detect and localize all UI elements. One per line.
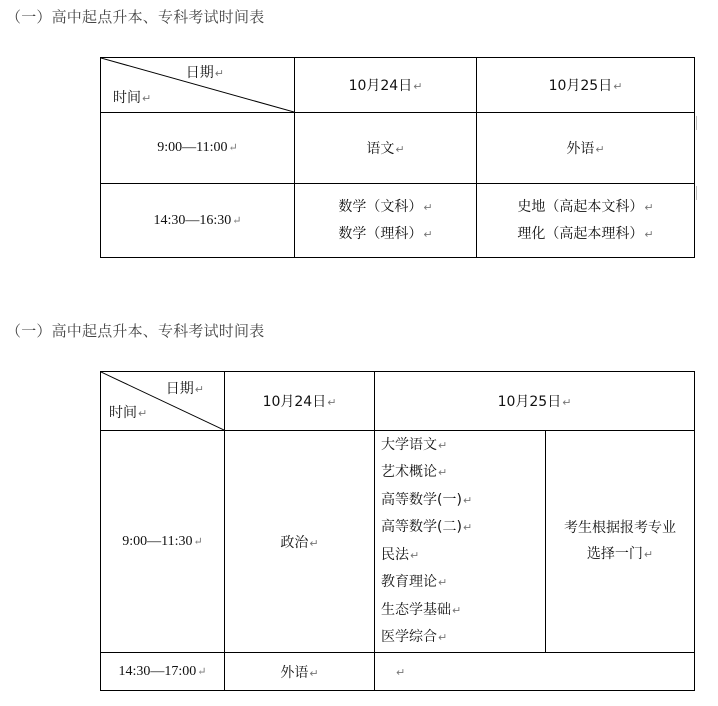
subject-cell: 外语↵ bbox=[225, 653, 375, 691]
subject-cell: 外语↵ bbox=[477, 113, 695, 184]
list-item: 大学语文↵ bbox=[381, 436, 448, 453]
date-header-1: 10月24日↵ bbox=[225, 372, 375, 431]
section1-heading: （一）高中起点升本、专科考试时间表 bbox=[6, 8, 265, 26]
time-cell: 14:30—16:30↵ bbox=[101, 184, 295, 258]
table-row bbox=[101, 431, 695, 653]
date-header-2: 10月25日↵ bbox=[375, 372, 695, 431]
empty-cell: ↵ bbox=[375, 653, 695, 691]
date-header-1: 10月24日↵ bbox=[295, 58, 477, 113]
corner-time-label: 时间↵ bbox=[113, 90, 152, 106]
section2-heading: （一）高中起点升本、专科考试时间表 bbox=[6, 322, 265, 340]
subject-cell: 数学（文科）↵ 数学（理科）↵ bbox=[295, 184, 477, 258]
corner-date-label: 日期↵ bbox=[185, 65, 224, 81]
time-cell: 14:30—17:00↵ bbox=[101, 653, 225, 691]
list-item: 高等数学(二)↵ bbox=[381, 519, 473, 535]
table-row bbox=[101, 653, 695, 691]
date-header-2: 10月25日↵ bbox=[477, 58, 695, 113]
list-item: 生态学基础↵ bbox=[381, 601, 462, 618]
subject-list-cell bbox=[375, 431, 546, 653]
corner-time-label: 时间↵ bbox=[109, 405, 148, 421]
table-edge-mark bbox=[696, 186, 697, 200]
list-item: 艺术概论↵ bbox=[381, 464, 448, 480]
time-cell: 9:00—11:30↵ bbox=[101, 431, 225, 653]
exam-schedule-table-2 bbox=[100, 371, 695, 691]
table-edge-mark bbox=[696, 116, 697, 130]
list-item: 教育理论↵ bbox=[381, 574, 448, 590]
corner-date-label: 日期↵ bbox=[165, 381, 204, 397]
list-item: 医学综合↵ bbox=[381, 629, 448, 645]
subject-cell: 政治↵ bbox=[225, 431, 375, 653]
time-cell: 9:00—11:00↵ bbox=[101, 113, 295, 184]
table-row bbox=[101, 184, 695, 258]
exam-schedule-table-1 bbox=[100, 57, 695, 258]
list-item: 高等数学(一)↵ bbox=[381, 491, 473, 508]
corner-header-cell bbox=[101, 372, 225, 431]
table-row bbox=[101, 113, 695, 184]
corner-header-cell bbox=[101, 58, 295, 113]
subject-cell: 语文↵ bbox=[295, 113, 477, 184]
note-cell: 考生根据报考专业 选择一门↵ bbox=[546, 431, 695, 653]
list-item: 民法↵ bbox=[381, 546, 420, 563]
subject-cell: 史地（高起本文科）↵ 理化（高起本理科）↵ bbox=[477, 184, 695, 258]
